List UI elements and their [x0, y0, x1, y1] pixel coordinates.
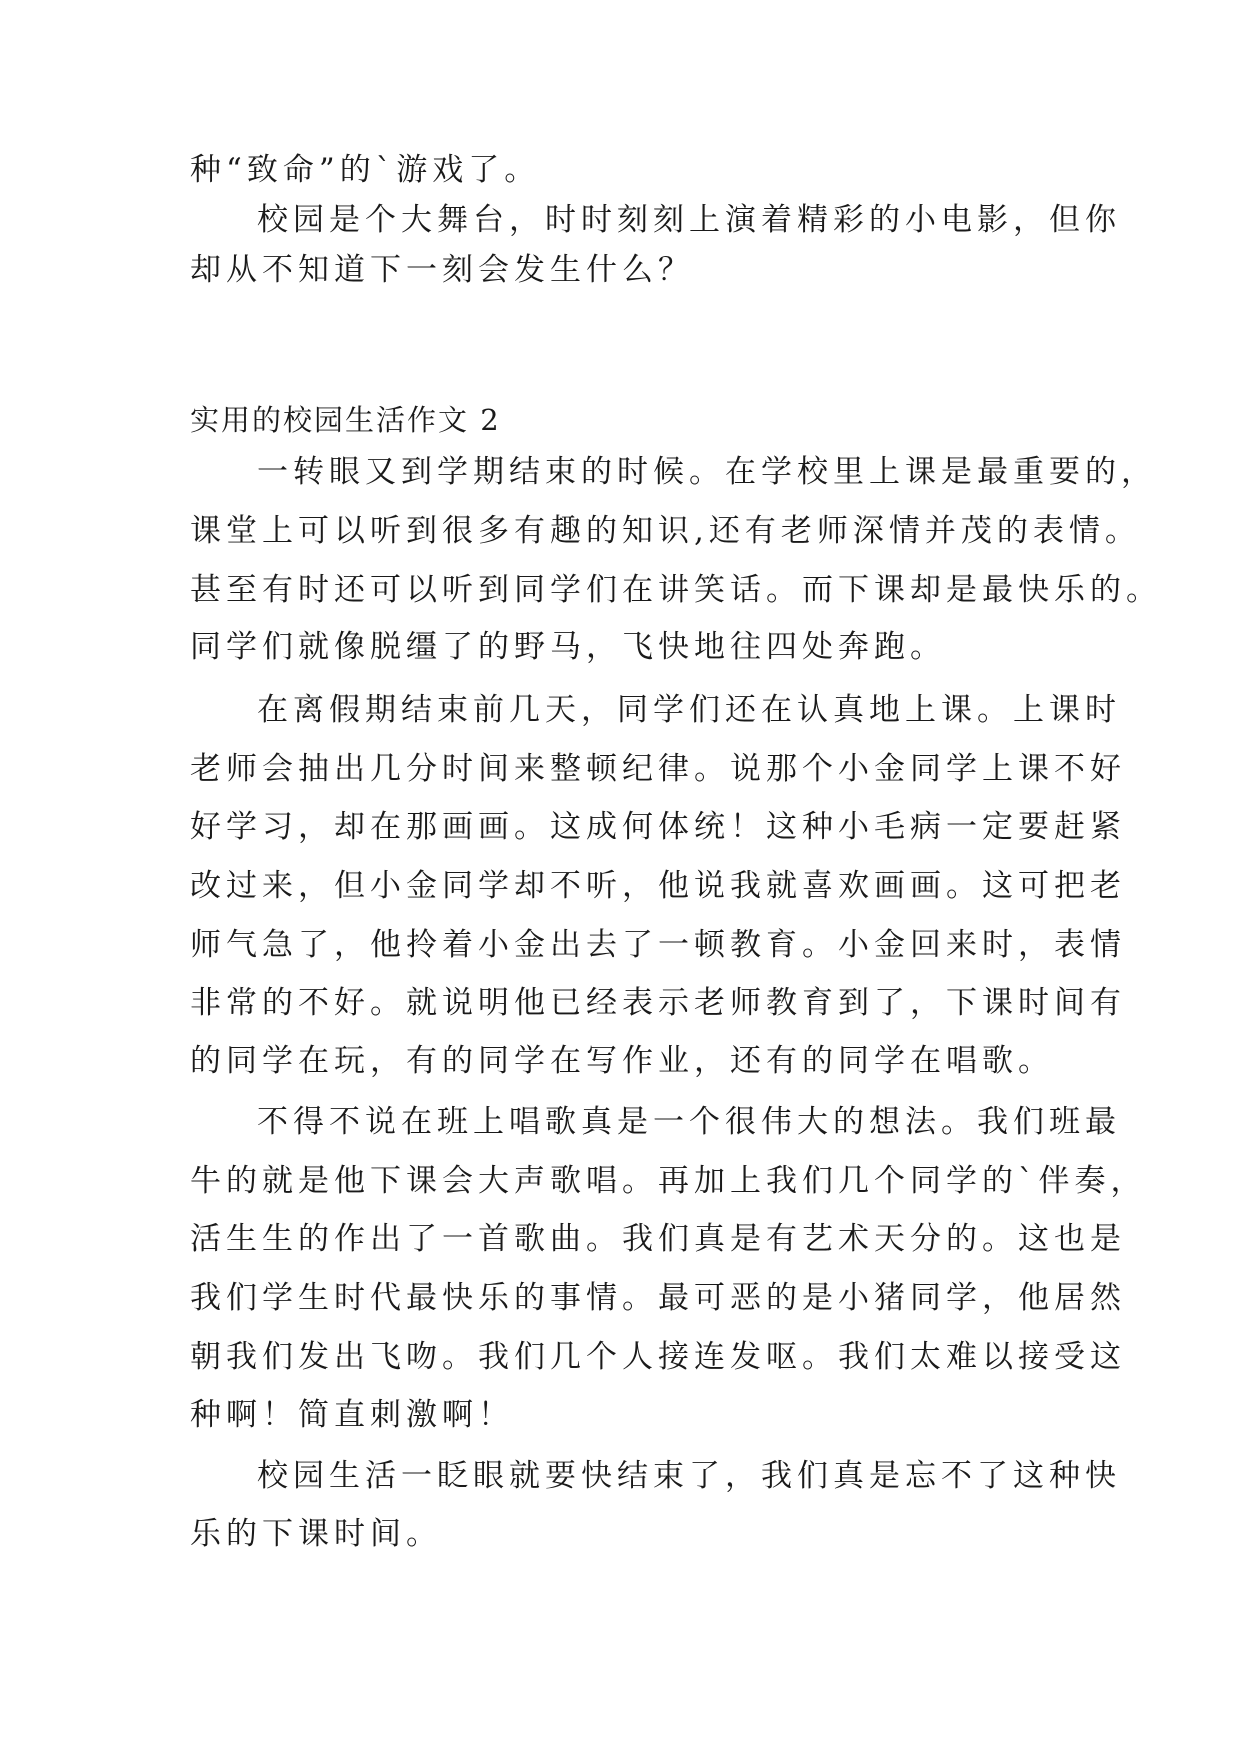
paragraph-line: 课堂上可以听到很多有趣的知识,还有老师深情并茂的表情。: [190, 513, 1141, 549]
paragraph-line: 改过来，但小金同学却不听，他说我就喜欢画画。这可把老: [190, 868, 1126, 904]
paragraph-line: 校园生活一眨眼就要快结束了，我们真是忘不了这种快: [257, 1458, 1121, 1494]
paragraph-line: 甚至有时还可以听到同学们在讲笑话。而下课却是最快乐的。: [190, 572, 1162, 608]
paragraph-line: 同学们就像脱缰了的野马，飞快地往四处奔跑。: [190, 629, 946, 665]
essay-title: 实用的校园生活作文 2: [190, 403, 501, 437]
paragraph-line: 却从不知道下一刻会发生什么？: [190, 252, 694, 288]
paragraph-line: 一转眼又到学期结束的时候。在学校里上课是最重要的，: [257, 454, 1157, 490]
paragraph-line: 非常的不好。就说明他已经表示老师教育到了，下课时间有: [190, 985, 1126, 1021]
paragraph-line: 活生生的作出了一首歌曲。我们真是有艺术天分的。这也是: [190, 1221, 1126, 1257]
paragraph-line: 校园是个大舞台，时时刻刻上演着精彩的小电影，但你: [257, 202, 1121, 238]
paragraph-line: 不得不说在班上唱歌真是一个很伟大的想法。我们班最: [257, 1104, 1121, 1140]
paragraph-line: 种“致命”的`游戏了。: [190, 152, 541, 188]
paragraph-line: 乐的下课时间。: [190, 1516, 442, 1552]
paragraph-line: 师气急了，他拎着小金出去了一顿教育。小金回来时，表情: [190, 927, 1126, 963]
paragraph-line: 在离假期结束前几天，同学们还在认真地上课。上课时: [257, 692, 1121, 728]
paragraph-line: 好学习，却在那画画。这成何体统！这种小毛病一定要赶紧: [190, 809, 1126, 845]
paragraph-line: 老师会抽出几分时间来整顿纪律。说那个小金同学上课不好: [190, 751, 1126, 787]
paragraph-line: 的同学在玩，有的同学在写作业，还有的同学在唱歌。: [190, 1043, 1054, 1079]
paragraph-line: 种啊！简直刺激啊！: [190, 1397, 514, 1433]
paragraph-line: 我们学生时代最快乐的事情。最可恶的是小猪同学，他居然: [190, 1280, 1126, 1316]
paragraph-line: 牛的就是他下课会大声歌唱。再加上我们几个同学的`伴奏，: [190, 1163, 1147, 1199]
paragraph-line: 朝我们发出飞吻。我们几个人接连发呕。我们太难以接受这: [190, 1339, 1126, 1375]
